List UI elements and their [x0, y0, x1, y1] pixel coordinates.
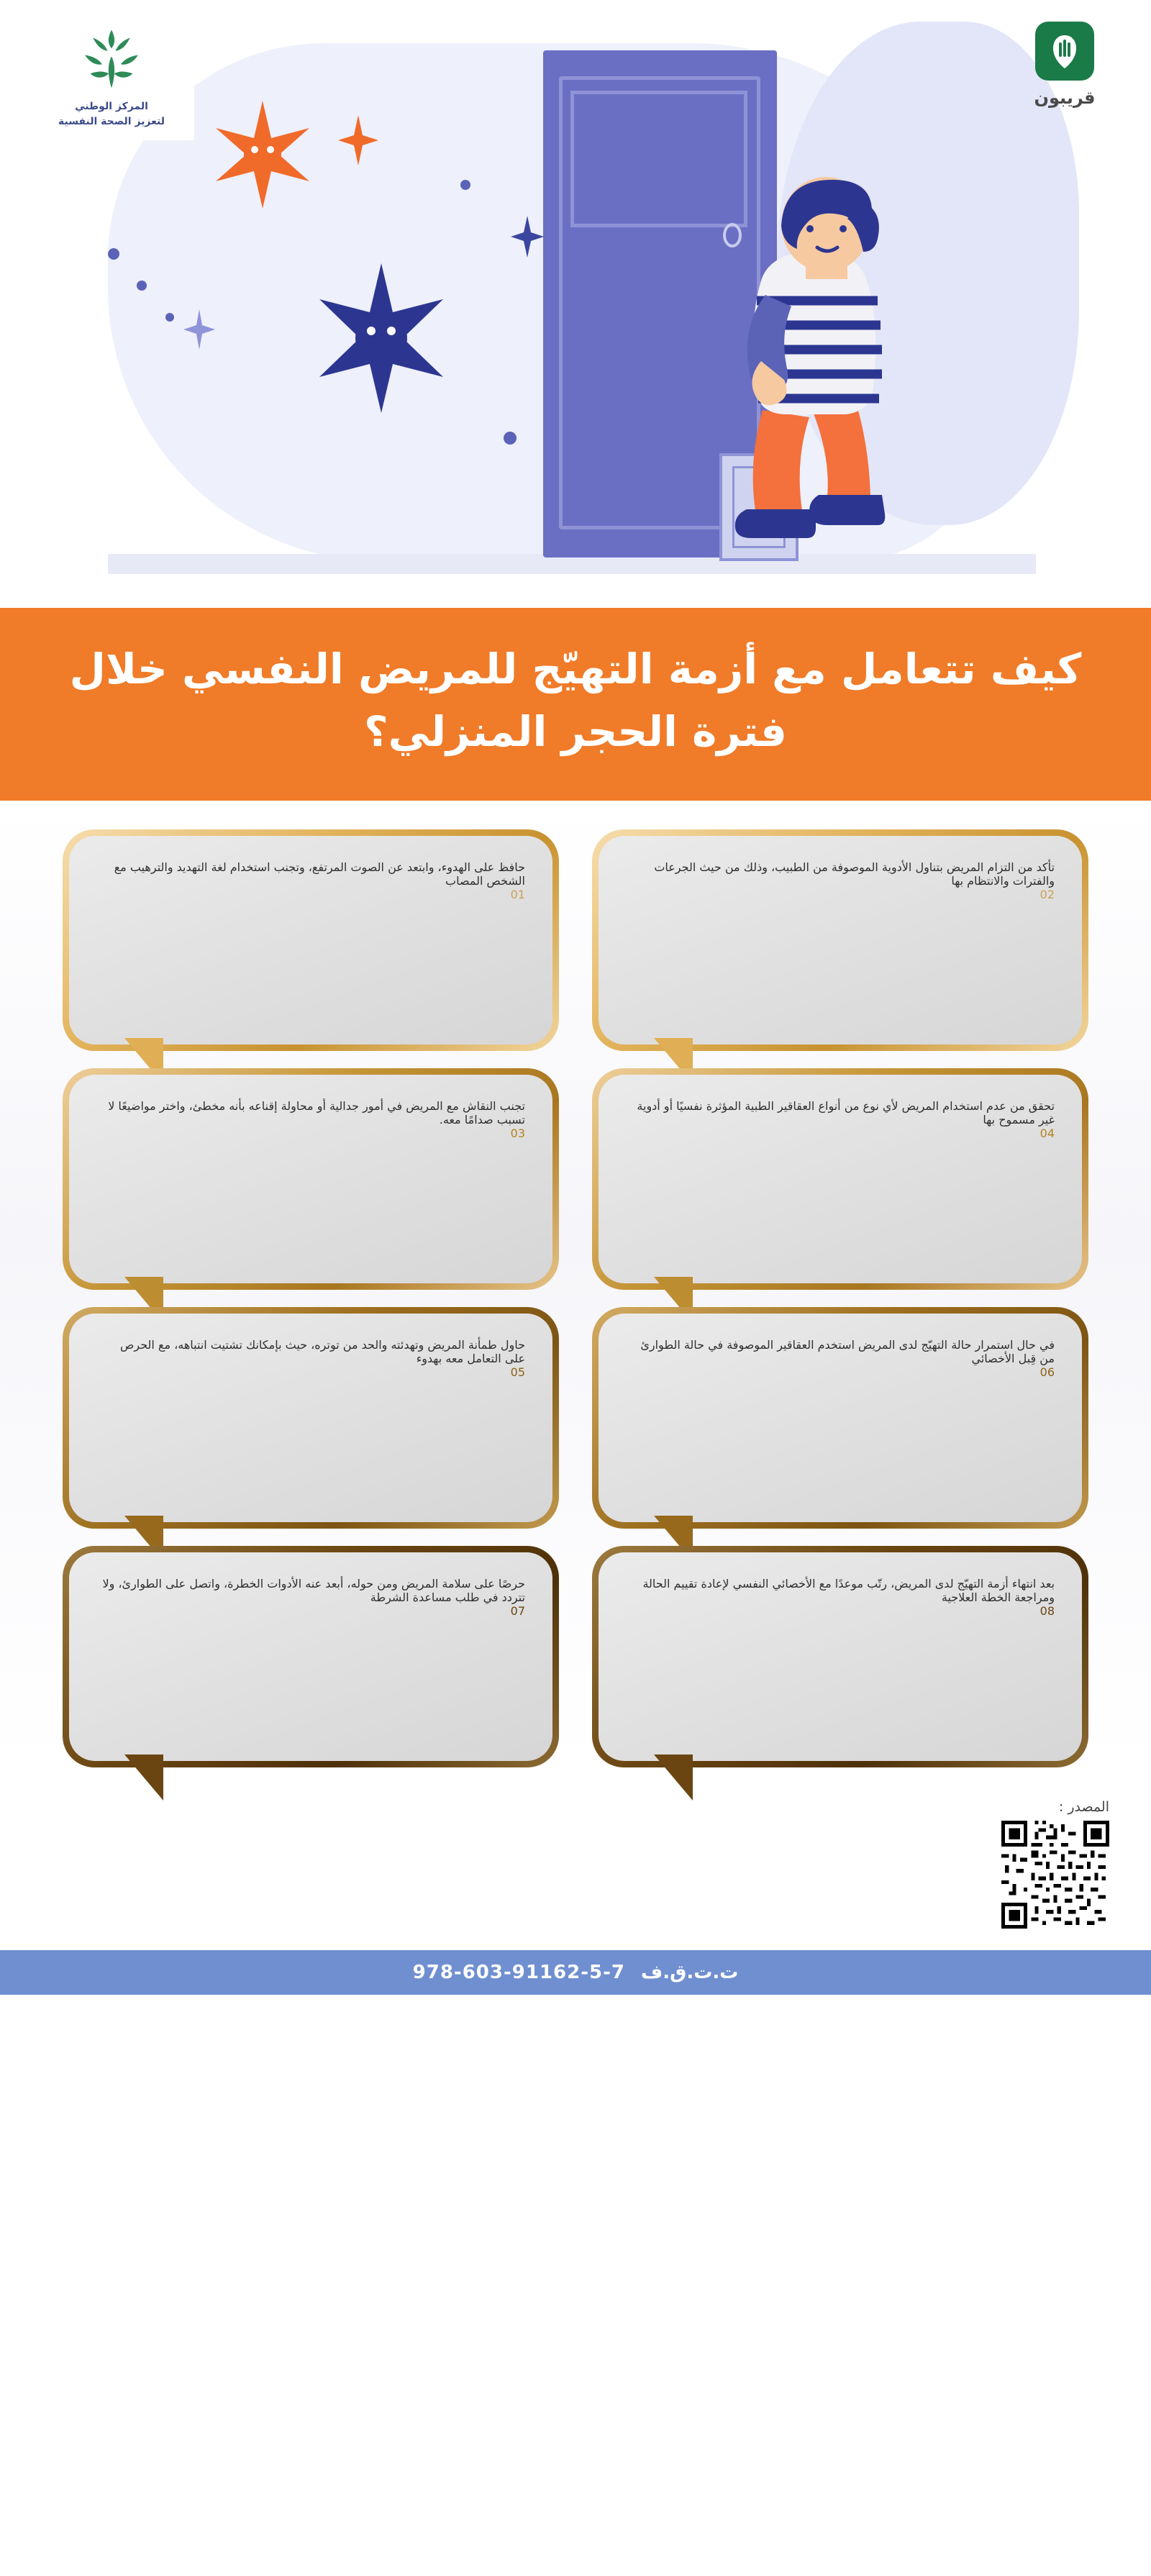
tip-number: 03 — [510, 1127, 525, 1140]
tip-text: تحقق من عدم استخدام المريض لأي نوع من أنواع العقاقير الطبية المؤثرة نفسيًا أو أدوية غير مسموح بها — [637, 1099, 1055, 1127]
tip-text: في حال استمرار حالة التهيّج لدى المريض استخدم العقاقير الموصوفة في حالة الطوارئ من قِبل الأخصائي — [640, 1338, 1055, 1365]
tip-text: تأكد من التزام المريض بتناول الأدوية الموصوفة من الطبيب، وذلك من حيث الجرعات والفترات والانتظام بها — [654, 860, 1055, 888]
isbn-number: 978-603-91162-5-7 — [412, 1962, 626, 1983]
tip-number: 02 — [1039, 888, 1055, 901]
isbn-prefix: ت.ت.ق.ف — [641, 1962, 739, 1983]
tip-row — [35, 829, 1116, 1051]
national-center-mental-health-logo-icon — [78, 26, 145, 92]
virus-orange-icon — [201, 94, 324, 216]
tip-number: 05 — [510, 1365, 525, 1379]
tip-card-05 — [63, 1307, 559, 1529]
tip-number: 08 — [1039, 1604, 1055, 1618]
tip-row — [35, 1307, 1116, 1529]
qareeboon-label: قريبون — [1034, 88, 1096, 108]
tip-number: 04 — [1039, 1127, 1055, 1140]
tip-card-body — [69, 836, 552, 1044]
tip-card-shell — [592, 829, 1088, 1051]
qareeboon-badge — [1035, 22, 1094, 81]
tip-text: حرصًا على سلامة المريض ومن حوله، أبعد عنه الأدوات الخطرة، واتصل على الطوارئ، ولا تتردد في طلب مساعدة الشرطة — [102, 1577, 525, 1604]
tip-card-shell — [63, 1307, 559, 1529]
isbn-bar — [0, 1950, 1151, 1995]
sparkle-icon — [338, 115, 378, 165]
source-block — [973, 1799, 1109, 1931]
bubble-tail — [124, 1754, 163, 1801]
tip-card-06 — [592, 1307, 1088, 1529]
bubble-tail — [654, 1754, 693, 1801]
tip-card-shell — [63, 829, 559, 1051]
logo-line-1: المركز الوطني — [75, 100, 148, 112]
tip-card-02 — [592, 829, 1088, 1051]
organization-logo — [29, 14, 194, 140]
tip-row — [35, 1068, 1116, 1290]
tip-text: بعد انتهاء أزمة التهيّج لدى المريض، رتّب موعدًا مع الأخصائي النفسي لإعادة تقييم الحالة ومراجعة الخطة العلاجية — [642, 1577, 1055, 1604]
tip-card-shell — [592, 1068, 1088, 1290]
virus-blue-icon — [302, 259, 460, 417]
tip-card-01 — [63, 829, 559, 1051]
tip-number: 07 — [510, 1604, 525, 1618]
title-banner — [0, 608, 1151, 801]
decorative-dot — [137, 281, 147, 291]
tip-number: 01 — [510, 888, 525, 901]
tip-card-shell — [592, 1546, 1088, 1767]
tip-card-08 — [592, 1546, 1088, 1767]
page-title: كيف تتعامل مع أزمة التهيّج للمريض النفسي خلال فترة الحجر المنزلي؟ — [69, 645, 1082, 756]
decorative-dot — [460, 180, 470, 190]
decorative-dot — [108, 248, 119, 260]
qareeboon-hand-icon — [1047, 32, 1082, 70]
sparkle-icon — [183, 309, 215, 350]
tip-card-shell — [63, 1068, 559, 1290]
tip-text: حافظ على الهدوء، وابتعد عن الصوت المرتفع، وتجنب استخدام لغة التهديد والترهيب مع الشخص المصاب — [114, 860, 525, 888]
tip-card-shell — [63, 1546, 559, 1767]
source-label: المصدر : — [1058, 1799, 1109, 1815]
tip-card-body — [599, 1314, 1082, 1522]
tip-card-03 — [63, 1068, 559, 1290]
person-sitting-illustration — [676, 173, 950, 561]
decorative-dot — [504, 432, 517, 445]
tip-card-body — [599, 1075, 1082, 1283]
logo-text — [58, 99, 165, 129]
qareeboon-brand — [1011, 22, 1119, 108]
qr-code[interactable] — [1001, 1821, 1109, 1929]
tip-card-body — [69, 1552, 552, 1761]
tip-card-04 — [592, 1068, 1088, 1290]
hero-illustration-section — [0, 0, 1151, 608]
tip-card-body — [599, 836, 1082, 1044]
tip-card-body — [599, 1552, 1082, 1761]
tip-row — [35, 1546, 1116, 1767]
footer-section — [0, 1785, 1151, 1995]
tips-section — [0, 801, 1151, 1767]
tip-text: حاول طمأنة المريض وتهدئته والحد من توتره، حيث بإمكانك تشتيت انتباهه، مع الحرص على التعامل معه بهدوء — [120, 1338, 525, 1365]
tip-number: 06 — [1039, 1365, 1055, 1379]
tip-text: تجنب النقاش مع المريض في أمور جدالية أو محاولة إقناعه بأنه مخطئ، واختر مواضيعًا لا تسبب صدامًا معه. — [108, 1099, 525, 1127]
decorative-dot — [165, 313, 174, 322]
tip-card-body — [69, 1075, 552, 1283]
tip-card-07 — [63, 1546, 559, 1767]
logo-line-2: لتعزيز الصحة النفسية — [58, 115, 165, 127]
tip-card-body — [69, 1314, 552, 1522]
tip-card-shell — [592, 1307, 1088, 1529]
sparkle-icon — [511, 216, 544, 258]
